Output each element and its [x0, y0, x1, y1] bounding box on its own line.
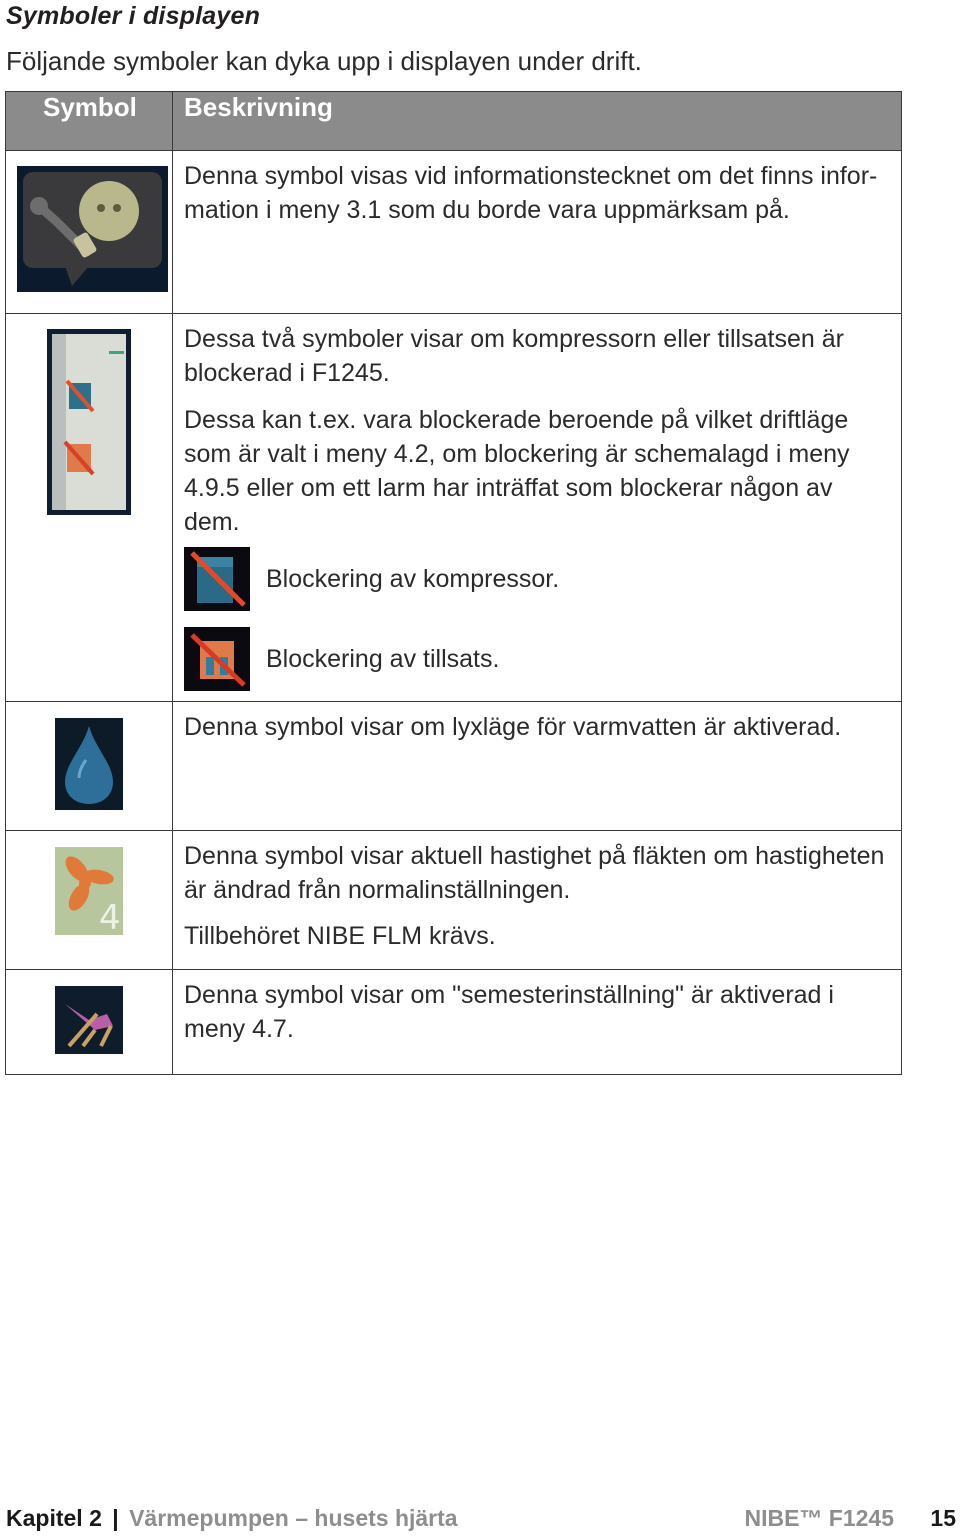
- description-cell: [173, 314, 902, 702]
- fan-speed-number: 4: [99, 898, 121, 935]
- deck-chair-icon: [55, 986, 123, 1054]
- sub-item-compressor: [184, 547, 889, 611]
- table-header-row: [6, 92, 902, 151]
- description-text: Denna symbol visas vid informationstecknet om det finns infor-mation i meny 3.1 som du borde vara uppmärksam på.: [184, 162, 878, 224]
- sub-item-label: Blockering av kompressor.: [266, 565, 560, 593]
- footer-separator: |: [112, 1505, 119, 1531]
- column-header-symbol: Symbol: [6, 92, 173, 151]
- description-text: Dessa kan t.ex. vara blockerade beroende på vilket driftläge som är valt i meny 4.2, om blockering är schemalagd i meny 4.9.5 eller om ett larm har inträffat som blockerar någon av dem.: [184, 406, 850, 536]
- service-smiley-icon: [17, 166, 168, 292]
- table-row: [6, 970, 902, 1075]
- addition-blocked-icon: [184, 627, 250, 691]
- sub-item-addition: [184, 627, 889, 691]
- description-text: Tillbehöret NIBE FLM krävs.: [184, 922, 496, 950]
- table-row: [6, 702, 902, 831]
- footer-chapter: Kapitel 2: [6, 1505, 102, 1531]
- column-header-description: Beskrivning: [173, 92, 902, 151]
- symbol-cell: [6, 831, 173, 970]
- description-cell: [173, 702, 902, 831]
- page-number: 15: [930, 1505, 956, 1531]
- fan-speed-icon: [55, 847, 123, 935]
- description-text: Dessa två symboler visar om kompressorn eller tillsatsen är blockerad i F1245.: [184, 325, 844, 387]
- table-row: [6, 314, 902, 702]
- symbol-cell: [6, 151, 173, 314]
- page-heading: Symboler i displayen: [6, 2, 261, 30]
- table-row: [6, 151, 902, 314]
- blocking-panel-icon: [47, 329, 131, 515]
- symbol-cell: [6, 970, 173, 1075]
- footer-section: Värmepumpen – husets hjärta: [129, 1505, 458, 1531]
- water-drop-icon: [55, 718, 123, 810]
- table-row: [6, 831, 902, 970]
- description-text: Denna symbol visar om lyxläge för varmvatten är aktiverad.: [184, 713, 842, 741]
- intro-text: Följande symboler kan dyka upp i displayen under drift.: [6, 46, 642, 76]
- symbol-table: [5, 91, 902, 1075]
- description-cell: [173, 831, 902, 970]
- sub-item-label: Blockering av tillsats.: [266, 645, 500, 673]
- description-cell: [173, 970, 902, 1075]
- compressor-blocked-icon: [184, 547, 250, 611]
- footer-product: NIBE™ F1245: [744, 1505, 895, 1531]
- description-cell: [173, 151, 902, 314]
- description-text: Denna symbol visar aktuell hastighet på fläkten om hastigheten är ändrad från normalinställningen.: [184, 842, 885, 904]
- symbol-cell: [6, 314, 173, 702]
- symbol-cell: [6, 702, 173, 831]
- description-text: Denna symbol visar om "semesterinställning" är aktiverad i meny 4.7.: [184, 981, 834, 1043]
